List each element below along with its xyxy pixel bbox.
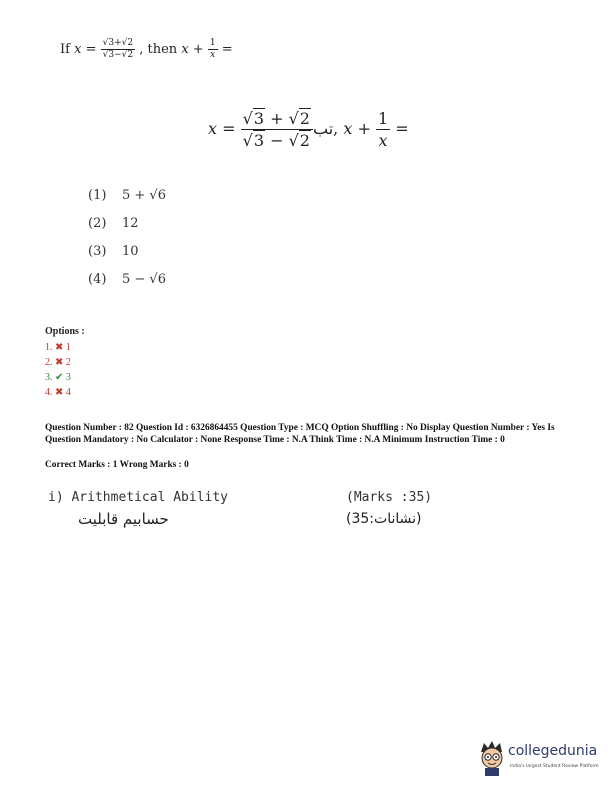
var-x: x: [74, 42, 82, 57]
then-word: , then: [139, 42, 178, 57]
reciprocal-fraction: [208, 38, 218, 61]
brand-name: collegedunia: [508, 743, 598, 759]
final-equals: =: [221, 42, 233, 57]
choice-item: 4. ✖ 4: [45, 387, 71, 398]
option-item: (2) 12: [88, 216, 139, 231]
reciprocal-denominator: x: [210, 50, 216, 60]
section-title: i) Arithmetical Ability: [48, 490, 229, 505]
option-item: (3) 10: [88, 244, 139, 259]
section-marks: (Marks :35): [346, 490, 433, 505]
marks-info: Correct Marks : 1 Wrong Marks : 0: [45, 460, 189, 470]
brand-tagline: India's largest Student Review Platform: [510, 764, 599, 769]
mascot-logo-icon: [476, 738, 508, 778]
eq-var-x: x: [208, 119, 218, 138]
fraction-denominator: √3−√2: [102, 50, 134, 60]
choice-item: 1. ✖ 1: [45, 342, 71, 353]
eq-var-x-2: x: [343, 119, 353, 138]
question-metadata: Question Number : 82 Question Id : 6326864455 Question Type : MCQ Option Shuffling : No Display Question Number : Yes Is Question Mandatory : No Calculator : None Response Time : N.A Think Time : N.A Minimum Instruction Time : 0: [45, 423, 555, 446]
option-item: (4) 5 − √6: [88, 272, 166, 287]
eq-numerator: √3 + √2: [241, 108, 313, 130]
cross-icon: ✖: [55, 342, 64, 353]
eq-fraction: [241, 108, 313, 151]
cross-icon: ✖: [55, 357, 64, 368]
check-icon: ✔: [55, 372, 64, 383]
section-marks-urdu: (نشانات:35): [346, 511, 422, 527]
options-heading: Options :: [45, 326, 85, 337]
reciprocal-numerator: 1: [209, 38, 216, 48]
section-title-urdu: حسابیم قابلیت: [78, 510, 169, 528]
if-word: If: [60, 42, 70, 57]
choice-item-correct: 3. ✔ 3: [45, 372, 71, 383]
cross-icon: ✖: [55, 387, 64, 398]
eq-reciprocal: $\frac{1}{x}$: [377, 109, 389, 150]
var-x-2: x: [181, 42, 189, 57]
eq-comma: ,: [333, 119, 339, 138]
equals-sign: =: [85, 42, 97, 57]
option-item: (1) 5 + √6: [88, 188, 166, 203]
question-line: [60, 38, 233, 61]
fraction-numerator: √3+√2: [102, 38, 134, 48]
translated-equation: [208, 108, 409, 151]
plus-sign: +: [192, 42, 204, 57]
question-fraction: [101, 38, 135, 61]
eq-connector: تب: [312, 119, 334, 138]
eq-plus: +: [357, 119, 371, 138]
choice-item: 2. ✖ 2: [45, 357, 71, 368]
eq-final-equals: =: [395, 119, 409, 138]
eq-denominator: √3 − √2: [242, 131, 310, 150]
eq-equals: =: [222, 119, 236, 138]
